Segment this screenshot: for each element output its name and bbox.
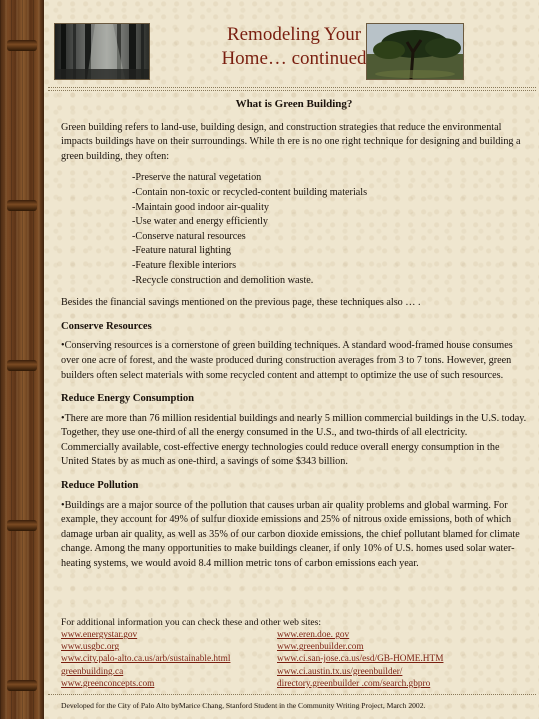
list-item: -Feature flexible interiors <box>132 259 237 271</box>
link-greenbuilder[interactable]: www.greenbuilder.com <box>277 642 364 653</box>
main-content <box>61 97 527 579</box>
list-item: -Feature natural lighting <box>132 245 232 257</box>
link-san-jose[interactable]: www.ci.san-jose.ca.us/esd/GB-HOME.HTM <box>277 654 444 665</box>
links-grid <box>61 629 527 690</box>
page-title <box>194 23 394 71</box>
link-palo-alto[interactable]: www.city.palo-alto.ca.us/arb/sustainable.html <box>61 654 231 665</box>
wood-knot <box>7 680 37 691</box>
wood-knot <box>7 40 37 51</box>
wood-knot <box>7 520 37 531</box>
link-directory[interactable]: directory.greenbuilder .com/search.gbpro <box>277 678 431 689</box>
subsection-body-conserve: •Conserving resources is a cornerstone of green building techniques. A standard wood-framed house consumes over one acre of forest, and the waste produced during construction averages from 3 to 7 tons. However, green builders often select materials with some recycled content and attempt to optimize the use of such resources. <box>61 340 513 381</box>
links-intro: For additional information you can check these and other web sites: <box>61 617 322 628</box>
list-item: -Contain non-toxic or recycled-content building materials <box>132 186 368 198</box>
header-divider <box>48 87 536 91</box>
subsection-body-pollution: •Buildings are a major source of the pollution that causes urban air quality problems and global warming. For example, they account for 49% of sulfur dioxide emissions and 25% of nitrous oxide emissions, both of which damage urban air quality, as well as 35% of our carbon dioxide emissions, the chief pollutant blamed for climate change. Among the many opportunities to make buildings cleaner, if only 10% of U.S. homes used solar water-heating systems, we would avoid 8.4 million metric tons of carbon emissions each year. <box>61 499 520 570</box>
subsection-title-pollution: Reduce Pollution <box>61 480 139 492</box>
list-item: -Conserve natural resources <box>132 230 246 242</box>
link-eren[interactable]: www.eren.doe. gov <box>277 630 350 640</box>
wood-knot <box>7 200 37 211</box>
list-item: -Recycle construction and demolition waste. <box>132 274 314 286</box>
section-heading: What is Green Building? <box>235 98 353 110</box>
tree-photo <box>366 23 464 80</box>
title-line-2: Home… continued <box>221 48 367 69</box>
link-usgbc[interactable]: www.usgbc.org <box>61 642 120 653</box>
intro-paragraph: Green building refers to land-use, building design, and construction strategies that reduce the environmental impacts buildings have on their surroundings. While th ere is no one right technique for designing and building a green building, they often: <box>61 121 521 162</box>
subsection-title-conserve: Conserve Resources <box>61 320 152 332</box>
bridge-paragraph: Besides the financial savings mentioned on the previous page, these techniques also … . <box>61 297 421 309</box>
footer-divider <box>48 694 536 695</box>
list-item: -Maintain good indoor air-quality <box>132 201 270 213</box>
subsection-body-energy: •There are more than 76 million residential buildings and nearly 5 million commercial buildings in the U.S. today. Together, they use one-third of all the energy consumed in the U.S., and two-thirds of all electricity. Commercially available, cost-effective energy technologies could reduce overall energy consumption in the United States by as much as one-third, a savings of some $343 billion. <box>61 412 527 468</box>
link-greenbuilding-ca[interactable]: greenbuilding.ca <box>61 666 124 677</box>
wood-knot <box>7 360 37 371</box>
list-item: -Preserve the natural vegetation <box>132 172 262 184</box>
wood-border <box>0 0 44 719</box>
subsection-title-energy: Reduce Energy Consumption <box>61 393 195 405</box>
title-line-1: Remodeling Your <box>226 24 362 45</box>
list-item: -Use water and energy efficiently <box>132 216 268 228</box>
link-greenconcepts[interactable]: www.greenconcepts.com <box>61 678 155 689</box>
technique-list <box>132 171 527 288</box>
link-energystar[interactable]: www.energystar.gov <box>61 630 138 640</box>
footer-credit: Developed for the City of Palo Alto byMarice Chang, Stanford Student in the Community Writing Project, March 2002. <box>61 701 426 710</box>
link-austin[interactable]: www.ci.austin.tx.us/greenbuilder/ <box>277 666 403 677</box>
forest-photo <box>54 23 150 80</box>
